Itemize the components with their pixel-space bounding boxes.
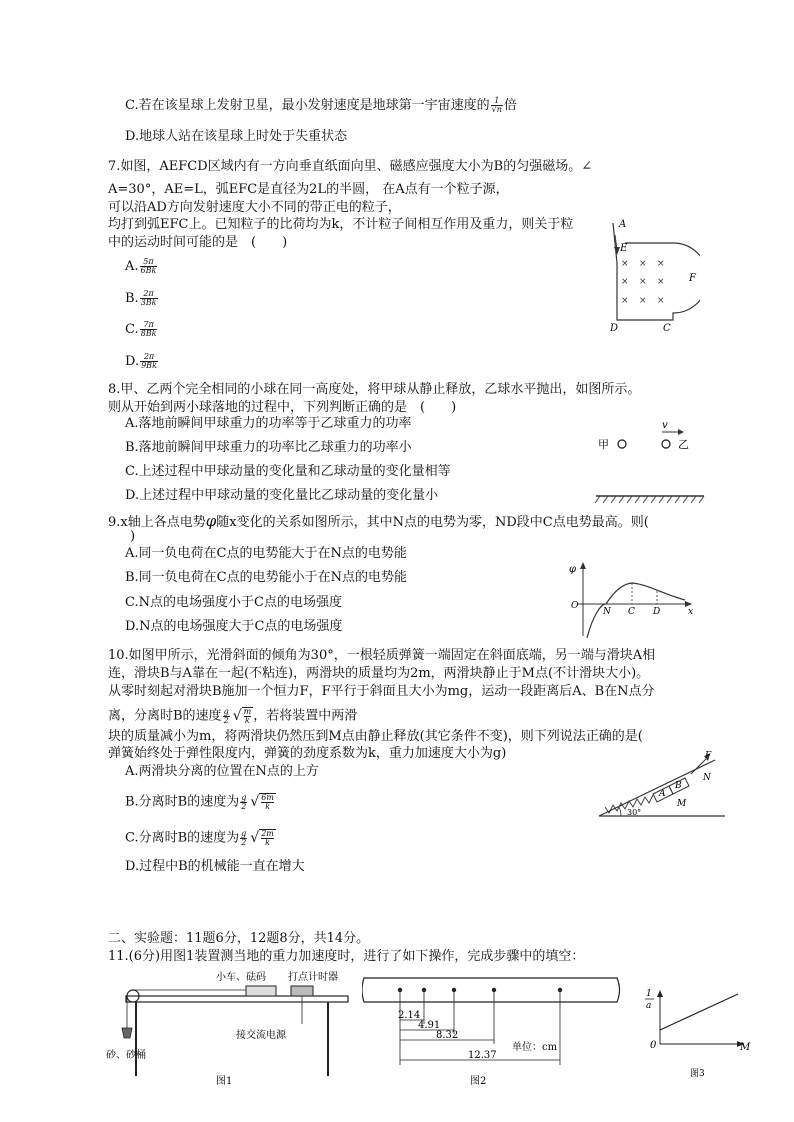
svg-text:30°: 30°	[627, 808, 642, 817]
svg-text:A: A	[619, 219, 627, 230]
svg-text:8.32: 8.32	[436, 1030, 459, 1041]
svg-text:0: 0	[650, 1040, 657, 1051]
svg-text:图1: 图1	[216, 1076, 233, 1087]
q7-option-a: A. $\frac{5\pi}{6Bk}$	[125, 257, 157, 275]
q7-stem-line1: 7.如图，AEFCD区域内有一方向垂直纸面向里、磁感应强度大小为B的匀强磁场。∠	[108, 159, 593, 174]
svg-text:C: C	[628, 607, 635, 617]
svg-text:E: E	[620, 243, 628, 254]
svg-text:F: F	[689, 273, 696, 284]
q9-potential-graph	[563, 560, 698, 640]
q10-stem-line3: 从零时刻起对滑块B施加一个恒力F，F平行于斜面且大小为mg，运动一段距离后A、B在N点分	[108, 684, 655, 699]
q6-option-d: D.地球人站在该星球上时处于失重状态	[125, 129, 348, 144]
q7-option-b: B. $\frac{2\pi}{3Bk}$	[125, 289, 157, 307]
q10-stem-line5: 块的质量减小为m，将两滑块仍然压到M点由静止释放(其它条件不变)，则下列说法正确的是(	[108, 729, 643, 744]
svg-text:×: ×	[621, 277, 629, 287]
svg-text:O: O	[571, 601, 579, 611]
q10-stem-line2: 连，滑块B与A靠在一起(不粘连)，两滑块的质量均为2m，两滑块静止于M点(不计滑块大小)。	[108, 666, 650, 681]
svg-text:D: D	[610, 323, 619, 334]
q8-stem-line2: 则从开始到两小球落地的过程中，下列判断正确的是 ( )	[108, 400, 457, 415]
experiment-fig3-graph	[640, 982, 755, 1082]
svg-text:M: M	[677, 799, 687, 809]
q7-stem-line3: 可以沿AD方向发射速度大小不同的带正电的粒子，	[108, 200, 401, 215]
svg-text:D: D	[653, 607, 661, 617]
q9-option-d: D.N点的电场强度大于C点的电场强度	[125, 619, 343, 634]
q8-option-c: C.上述过程中甲球动量的变化量和乙球动量的变化量相等	[125, 464, 451, 479]
section-2-heading: 二、实验题：11题6分，12题8分，共14分。	[108, 931, 370, 946]
q8-option-d: D.上述过程中甲球动量的变化量比乙球动量的变化量小	[125, 488, 439, 503]
svg-text:C: C	[663, 323, 671, 334]
svg-text:图2: 图2	[470, 1076, 487, 1087]
phi-symbol: φ	[205, 512, 217, 530]
q10-option-b: B.分离时B的速度为 $\frac{g}{2}$ √ $\frac{6m}{k}$	[125, 792, 274, 811]
q10-incline-figure	[595, 750, 730, 822]
q6-option-c: C.若在该星球上发射卫星，最小发射速度是地球第一宇宙速度的 $\frac{1}{√n}$ 倍	[125, 96, 517, 114]
q10-stem-sqrt: √ $\frac{m}{k}$	[232, 707, 252, 725]
q7-stem-line5: 中的运动时间可能的是 ( )	[108, 235, 288, 250]
svg-text:4.91: 4.91	[418, 1020, 441, 1031]
svg-text:a: a	[646, 1001, 652, 1011]
svg-text:M: M	[740, 1042, 751, 1053]
svg-text:×: ×	[639, 296, 647, 306]
svg-text:图3: 图3	[690, 1069, 705, 1079]
q9-option-a: A.同一负电荷在C点的电势能大于在N点的电势能	[125, 546, 407, 561]
q9-option-c: C.N点的电场强度小于C点的电场强度	[125, 595, 342, 610]
q9-stem-line1: 9.x轴上各点电势φ随x变化的关系如图所示，其中N点的电势为零，ND段中C点电势最高。则(	[108, 512, 649, 530]
svg-text:2.14: 2.14	[398, 1010, 421, 1021]
svg-text:F: F	[705, 751, 712, 761]
q7-stem-line2: A=30°，AE=L，弧EFC是直径为2L的半圆， 在A点有一个粒子源，	[108, 182, 509, 197]
q8-projectile-figure	[592, 418, 710, 508]
svg-text:单位：cm: 单位：cm	[512, 1042, 558, 1053]
svg-text:×: ×	[657, 259, 665, 269]
svg-text:×: ×	[639, 277, 647, 287]
svg-text:v: v	[662, 420, 668, 431]
svg-text:×: ×	[657, 277, 665, 287]
svg-text:N: N	[703, 773, 711, 783]
svg-text:打点计时器: 打点计时器	[288, 972, 338, 983]
svg-text:乙: 乙	[678, 438, 689, 451]
svg-text:×: ×	[639, 259, 647, 269]
q8-stem-line1: 8.甲、乙两个完全相同的小球在同一高度处，将甲球从静止释放，乙球水平抛出，如图所示。	[108, 382, 641, 397]
q9-stem-line2: )	[130, 529, 136, 544]
q10-option-c: C.分离时B的速度为 $\frac{g}{2}$ √ $\frac{2m}{k}$	[125, 828, 274, 847]
q7-magnetic-field-figure	[605, 215, 700, 335]
svg-text:x: x	[688, 607, 694, 617]
q10-stem-line6: 弹簧始终处于弹性限度内，弹簧的劲度系数为k，重力加速度大小为g)	[108, 746, 507, 761]
svg-text:N: N	[603, 607, 611, 617]
q7-option-c: C. $\frac{7\pi}{8Bk}$	[125, 320, 157, 338]
q11-stem: 11.(6分)用图1装置测当地的重力加速度时，进行了如下操作，完成步骤中的填空：	[108, 949, 585, 964]
q10-stem-line4: 离，分离时B的速度 $\frac{g}{2}$ √ $\frac{m}{k}$ ，若将装置中两滑	[108, 706, 358, 725]
svg-text:小车、砝码: 小车、砝码	[216, 972, 266, 983]
q10-option-d: D.过程中B的机械能一直在增大	[125, 859, 305, 874]
svg-text:1: 1	[646, 989, 652, 999]
q7-option-d: D. $\frac{2\pi}{9Bk}$	[125, 352, 157, 370]
experiment-fig2-tape	[362, 970, 627, 1090]
svg-text:12.37: 12.37	[468, 1050, 497, 1061]
q8-option-b: B.落地前瞬间甲球重力的功率比乙球重力的功率小	[125, 440, 412, 455]
svg-text:×: ×	[657, 296, 665, 306]
q10-option-a: A.两滑块分离的位置在N点的上方	[125, 764, 319, 779]
svg-text:接交流电源: 接交流电源	[236, 1030, 286, 1041]
experiment-fig1-apparatus	[106, 966, 356, 1090]
q6-option-c-fraction: $\frac{1}{√n}$	[491, 96, 502, 114]
svg-text:甲: 甲	[598, 438, 609, 451]
q8-option-a: A.落地前瞬间甲球重力的功率等于乙球重力的功率	[125, 416, 412, 431]
q7-stem-line4: 均打到弧EFC上。已知粒子的比荷均为k，不计粒子间相互作用及重力，则关于粒	[108, 217, 574, 232]
svg-text:φ: φ	[569, 564, 577, 575]
svg-text:砂、砂桶: 砂、砂桶	[106, 1050, 146, 1061]
svg-text:×: ×	[621, 296, 629, 306]
svg-text:B: B	[675, 781, 682, 791]
q9-option-b: B.同一负电荷在C点的电势能小于在N点的电势能	[125, 570, 408, 585]
svg-text:A: A	[659, 789, 666, 799]
q10-stem-line1: 10.如图甲所示，光滑斜面的倾角为30°，一根轻质弹簧一端固定在斜面底端，另一端与滑块A相	[108, 648, 656, 663]
svg-text:×: ×	[621, 259, 629, 269]
